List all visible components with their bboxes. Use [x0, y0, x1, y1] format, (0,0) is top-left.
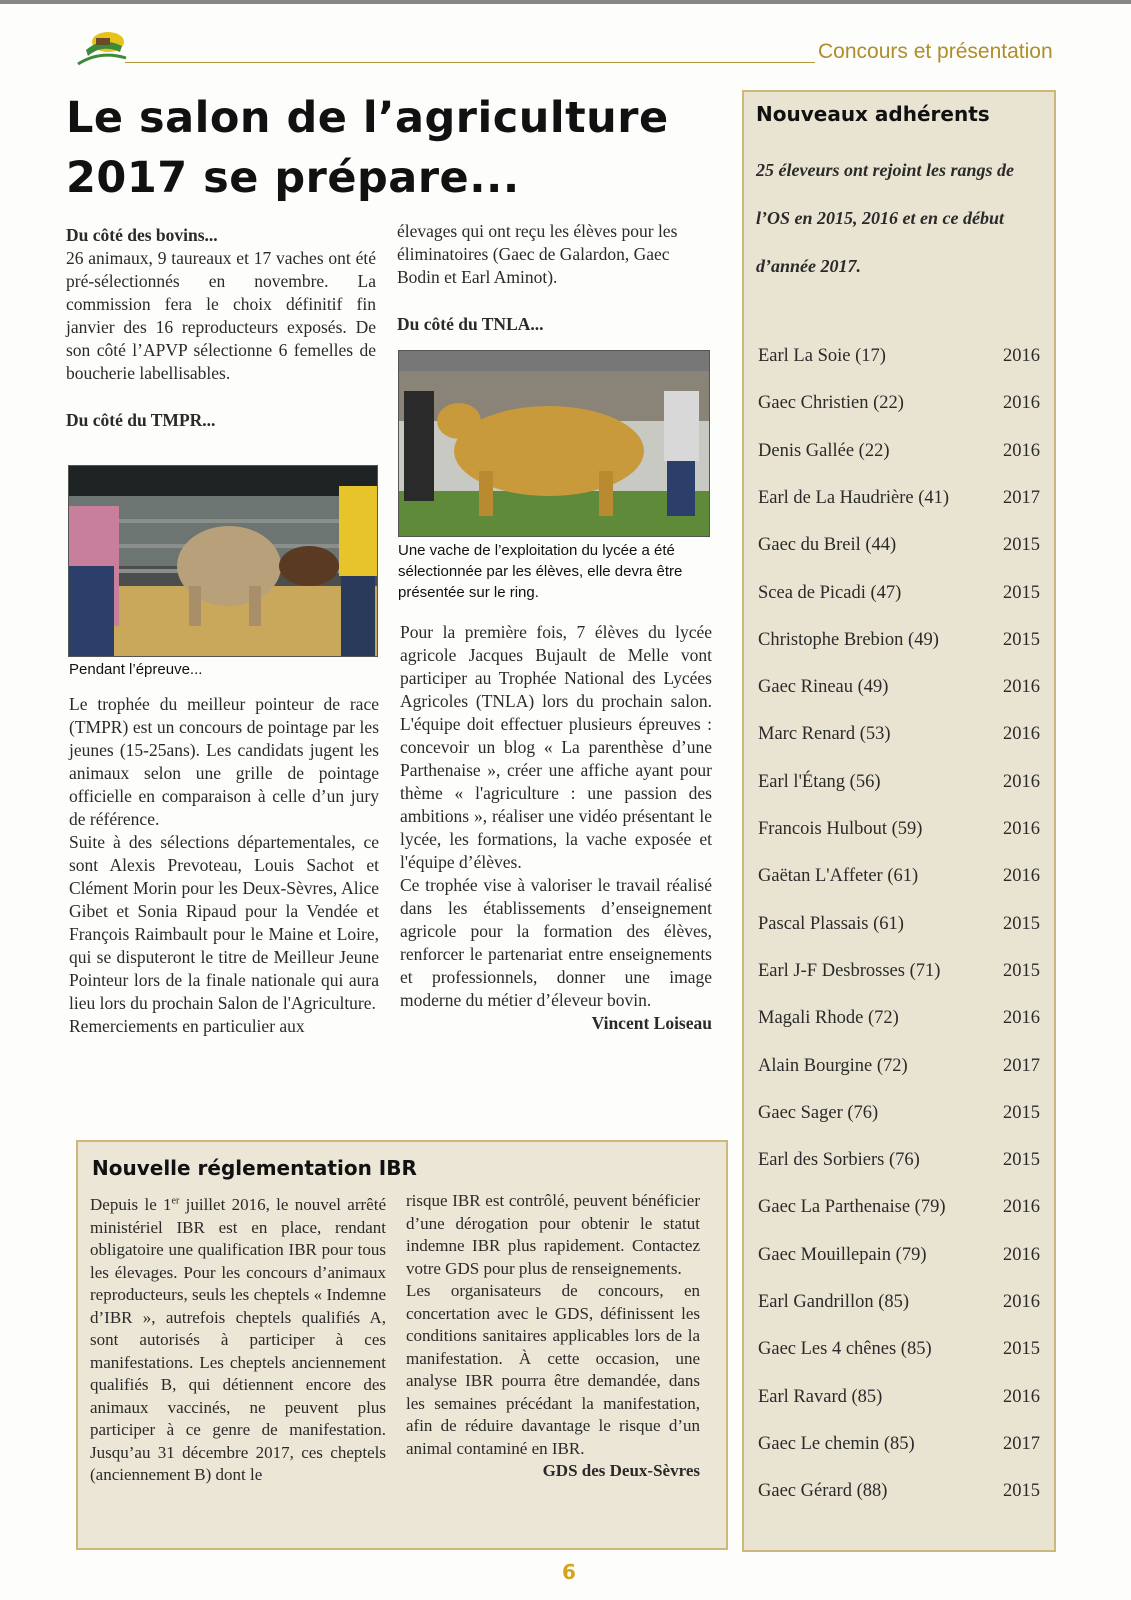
tmpr-text-1: Le trophée du meilleur pointeur de race (TMPR) est un concours de pointage par les jeunes (15-25ans). Les candidats jugent les animaux selon une grille de pointage officielle en comparaison à celle d’un jury de référence. — [69, 694, 379, 829]
member-name: Earl Gandrillon (85) — [758, 1292, 910, 1312]
member-name: Magali Rhode (72) — [758, 1008, 899, 1029]
member-row — [744, 914, 1058, 944]
member-year: 2015 — [1003, 1150, 1040, 1171]
member-year: 2016 — [1003, 1386, 1040, 1407]
member-name: Earl des Sorbiers (76) — [758, 1150, 920, 1171]
ibr-box — [76, 1140, 728, 1550]
member-name: Gaec Rineau (49) — [758, 677, 889, 698]
tnla-text-2: Ce trophée vise à valoriser le travail réalisé dans les établissements d’enseignement agricole pour la formation des élèves, renforcer le partenariat entre enseignements et professionnels, donner une image moderne du métier d’éleveur bovin. — [400, 875, 712, 1010]
new-members-sidebar — [742, 90, 1056, 1552]
member-year: 2017 — [1003, 487, 1040, 508]
page-top-edge — [0, 0, 1131, 4]
tmpr-text-3: Remerciements en particulier aux — [69, 1016, 305, 1036]
member-row — [744, 724, 1058, 754]
bovins-heading: Du côté des bovins... — [66, 225, 218, 245]
member-name: Gaec Christien (22) — [758, 393, 904, 414]
member-row — [744, 1387, 1058, 1417]
member-row — [744, 441, 1058, 471]
member-year: 2017 — [1003, 1433, 1040, 1454]
member-year: 2016 — [1003, 1008, 1040, 1029]
title-line-1: Le salon de l’agriculture — [66, 93, 669, 143]
member-year: 2016 — [1003, 1197, 1040, 1218]
member-name: Gaec La Parthenaise (79) — [758, 1197, 946, 1218]
photo-tnla — [398, 350, 710, 537]
photo-tnla-caption: Une vache de l’exploitation du lycée a été sélectionnée par les élèves, elle devra être présentée sur le ring. — [398, 542, 683, 601]
tnla-text-1: Pour la première fois, 7 élèves du lycée agricole Jacques Bujault de Melle vont participer au Trophée National des Lycées Agricoles (TNLA) lors du prochain salon. L'équipe doit effectuer plusieurs épreuves : concevoir un blog « La parenthèse d’une Parthenaise », créer une affiche ayant pour thème « l'agriculture : une passion des ambitions », réaliser une vidéo présentant le lycée, les formations, la vache exposée et l'équipe d’élèves. — [400, 622, 712, 872]
member-name: Gaëtan L'Affeter (61) — [758, 866, 919, 887]
column-1-top — [66, 224, 376, 432]
member-row — [744, 393, 1058, 423]
ibr-column-1 — [90, 1194, 386, 1487]
member-name: Christophe Brebion (49) — [758, 629, 939, 650]
ibr-text-1: Depuis le 1er juillet 2016, le nouvel arrêté ministériel IBR est en place, rendant obligatoire une qualification IBR pour tous les élevages. Pour les concours d’animaux reproducteurs, seuls les cheptels « Indemne d’IBR », autrefois cheptels qualifiés A, sont autorisés à participer à ces manifestations. Les cheptels anciennement qualifiés B, qui détiennent encore des animaux vaccinés, ne peuvent plus participer à ce genre de manifestation. Jusqu’au 31 décembre 2017, ces cheptels (anciennement B) dont le — [90, 1195, 386, 1484]
member-name: Pascal Plassais (61) — [758, 913, 904, 934]
member-row — [744, 1008, 1058, 1038]
member-year: 2016 — [1003, 819, 1040, 839]
member-name: Gaec Sager (76) — [758, 1102, 879, 1123]
member-name: Earl J-F Desbrosses (71) — [758, 960, 941, 981]
member-row — [744, 583, 1058, 613]
member-name: Alain Bourgine (72) — [758, 1055, 908, 1076]
bovins-text: 26 animaux, 9 taureaux et 17 vaches ont été pré-sélectionnés en novembre. La commission fera le choix définitif fin janvier des 16 reproducteurs exposés. De son côté l’APVP sélectionne 6 femelles de boucherie labellisables. — [66, 248, 376, 383]
photo-tmpr — [68, 465, 378, 657]
member-row — [744, 677, 1058, 707]
member-year: 2016 — [1003, 724, 1040, 745]
member-row — [744, 866, 1058, 896]
member-year: 2015 — [1003, 960, 1040, 981]
photo-tmpr-caption: Pendant l’épreuve... — [69, 661, 203, 678]
col2-text-1: élevages qui ont reçu les élèves pour les éliminatoires (Gaec de Galardon, Gaec Bodin et Earl Aminot). — [397, 221, 678, 287]
member-year: 2015 — [1003, 1339, 1040, 1360]
member-year: 2016 — [1003, 440, 1040, 461]
tmpr-text-2: Suite à des sélections départementales, ce sont Alexis Prevoteau, Louis Sachot et Clément Morin pour les Deux-Sèvres, Alice Gibet et Sonia Ripaud pour la Vendée et François Raimbault pour le Maine et Loire, qui se disputeront le titre de Meilleur Jeune Pointeur lors de la finale nationale qui aura lieu lors du prochain Salon de l'Agriculture. — [69, 832, 379, 1013]
sidebar-intro: 25 éleveurs ont rejoint les rangs de l’OS en 2015, 2016 et en ce début d’année 2017. — [756, 160, 1015, 276]
member-name: Gaec Les 4 chênes (85) — [758, 1339, 932, 1360]
member-row — [744, 535, 1058, 565]
member-year: 2016 — [1003, 866, 1040, 887]
member-row — [744, 1292, 1058, 1322]
member-name: Earl de La Haudrière (41) — [758, 487, 950, 508]
member-year: 2015 — [1003, 1481, 1040, 1502]
member-year: 2015 — [1003, 582, 1040, 603]
tmpr-heading: Du côté du TMPR... — [66, 410, 216, 430]
member-name: Gaec du Breil (44) — [758, 535, 897, 556]
ibr-text-2: risque IBR est contrôlé, peuvent bénéficier d’une dérogation pour obtenir le statut indemne IBR plus rapidement. Contactez votre GDS pour plus de renseignements. — [406, 1191, 700, 1278]
member-name: Gaec Mouillepain (79) — [758, 1244, 927, 1265]
member-year: 2016 — [1003, 677, 1040, 698]
member-row — [744, 1339, 1058, 1369]
member-row — [744, 488, 1058, 518]
member-year: 2016 — [1003, 346, 1040, 366]
member-name: Gaec Gérard (88) — [758, 1481, 888, 1502]
member-name: Scea de Picadi (47) — [758, 582, 902, 603]
sidebar-title: Nouveaux adhérents — [756, 102, 990, 126]
article-signature: Vincent Loiseau — [591, 1013, 712, 1033]
member-year: 2015 — [1003, 535, 1040, 556]
member-row — [744, 1245, 1058, 1275]
tnla-heading: Du côté du TNLA... — [397, 314, 544, 334]
page-number: 6 — [562, 1560, 576, 1584]
member-row — [744, 1150, 1058, 1180]
ibr-column-2 — [406, 1190, 700, 1483]
member-row — [744, 630, 1058, 660]
member-row — [744, 819, 1058, 849]
column-2-top — [397, 220, 712, 336]
member-year: 2015 — [1003, 629, 1040, 650]
member-row — [744, 1103, 1058, 1133]
member-name: Denis Gallée (22) — [758, 440, 890, 461]
member-row — [744, 772, 1058, 802]
member-year: 2016 — [1003, 771, 1040, 792]
member-row — [744, 1197, 1058, 1227]
ibr-signature: GDS des Deux-Sèvres — [542, 1461, 700, 1480]
member-row — [744, 346, 1058, 376]
member-year: 2016 — [1003, 393, 1040, 414]
ibr-text-3: Les organisateurs de concours, en concertation avec le GDS, définissent les conditions sanitaires applicables lors de la manifestation. À cette occasion, une analyse IBR pourra être demandée, dans les semaines précédant la manifestation, afin de réduire davantage le risque d’un animal contaminé en IBR. — [406, 1281, 700, 1458]
article-title — [66, 88, 669, 208]
member-name: Francois Hulbout (59) — [758, 819, 923, 839]
organization-logo — [72, 28, 132, 70]
member-name: Marc Renard (53) — [758, 724, 891, 745]
header-rule — [125, 62, 815, 63]
member-year: 2016 — [1003, 1244, 1040, 1265]
member-name: Earl La Soie (17) — [758, 346, 886, 366]
member-year: 2017 — [1003, 1055, 1040, 1076]
column-1-bottom — [69, 693, 379, 1038]
title-line-2: 2017 se prépare... — [66, 153, 520, 203]
member-name: Earl Ravard (85) — [758, 1386, 883, 1407]
member-name: Earl l'Étang (56) — [758, 771, 881, 792]
column-2-bottom — [400, 621, 712, 1035]
member-year: 2015 — [1003, 1102, 1040, 1123]
member-row — [744, 1434, 1058, 1464]
member-row — [744, 961, 1058, 991]
member-name: Gaec Le chemin (85) — [758, 1433, 915, 1454]
ibr-title: Nouvelle réglementation IBR — [92, 1156, 417, 1180]
section-label: Concours et présentation — [818, 40, 1053, 63]
member-year: 2015 — [1003, 913, 1040, 934]
member-row — [744, 1481, 1058, 1511]
member-row — [744, 1056, 1058, 1086]
member-year: 2016 — [1003, 1292, 1040, 1312]
